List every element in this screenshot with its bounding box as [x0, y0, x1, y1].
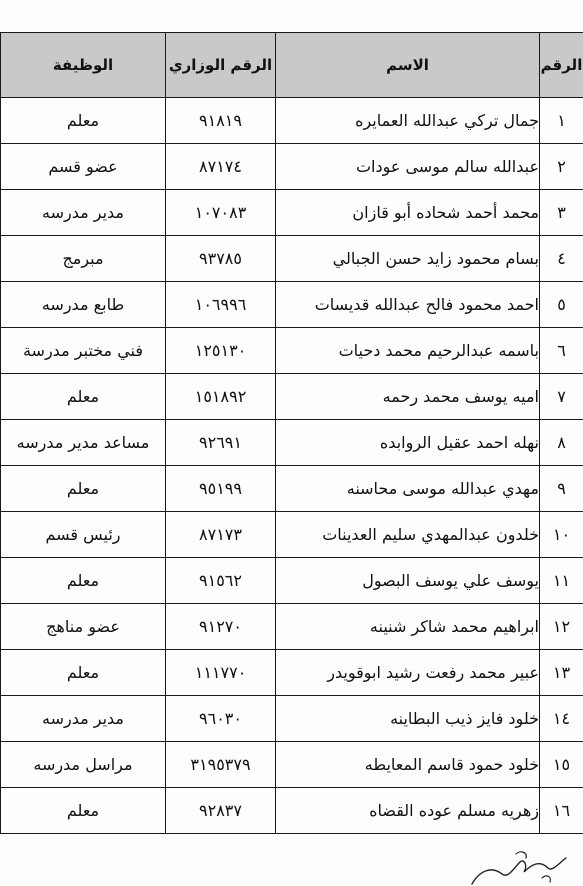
- table-row: [1, 558, 583, 604]
- row-name: خلود فايز ذيب البطاينه: [276, 696, 540, 742]
- row-job: مدير مدرسه: [1, 696, 166, 742]
- row-number: ١١: [540, 558, 583, 604]
- row-name: خلدون عبدالمهدي سليم العدينات: [276, 512, 540, 558]
- row-ministry-id: ١٠٧٠٨٣: [166, 190, 276, 236]
- row-job: معلم: [1, 558, 166, 604]
- row-job: معلم: [1, 788, 166, 834]
- row-number: ١: [540, 98, 583, 144]
- row-number: ١٦: [540, 788, 583, 834]
- row-number: ٤: [540, 236, 583, 282]
- row-number: ٥: [540, 282, 583, 328]
- header-number: الرقم: [540, 33, 583, 98]
- table-row: [1, 696, 583, 742]
- row-name: نهله احمد عقيل الروابده: [276, 420, 540, 466]
- row-name: مهدي عبدالله موسى محاسنه: [276, 466, 540, 512]
- table-row: [1, 466, 583, 512]
- row-number: ٧: [540, 374, 583, 420]
- row-number: ٩: [540, 466, 583, 512]
- row-name: جمال تركي عبدالله العمايره: [276, 98, 540, 144]
- row-ministry-id: ٩٢٨٣٧: [166, 788, 276, 834]
- row-ministry-id: ٩٦٠٣٠: [166, 696, 276, 742]
- row-name: عبير محمد رفعت رشيد ابوقويدر: [276, 650, 540, 696]
- row-ministry-id: ٩٢٦٩١: [166, 420, 276, 466]
- row-number: ٦: [540, 328, 583, 374]
- row-ministry-id: ٨٧١٧٤: [166, 144, 276, 190]
- row-ministry-id: ١٠٦٩٩٦: [166, 282, 276, 328]
- row-number: ١٢: [540, 604, 583, 650]
- table-row: [1, 420, 583, 466]
- row-name: اميه يوسف محمد رحمه: [276, 374, 540, 420]
- row-ministry-id: ٨٧١٧٣: [166, 512, 276, 558]
- row-job: مساعد مدير مدرسه: [1, 420, 166, 466]
- row-job: معلم: [1, 650, 166, 696]
- row-ministry-id: ٩١٥٦٢: [166, 558, 276, 604]
- table-row: [1, 328, 583, 374]
- table-header-row: [1, 33, 583, 98]
- staff-table: [0, 32, 583, 834]
- table-row: [1, 98, 583, 144]
- table-row: [1, 512, 583, 558]
- row-ministry-id: ٩٣٧٨٥: [166, 236, 276, 282]
- row-ministry-id: ٣١٩٥٣٧٩: [166, 742, 276, 788]
- header-name: الاسم: [276, 33, 540, 98]
- row-name: زهريه مسلم عوده القضاه: [276, 788, 540, 834]
- header-job: الوظيفة: [1, 33, 166, 98]
- row-ministry-id: ٩٥١٩٩: [166, 466, 276, 512]
- table-row: [1, 190, 583, 236]
- table-row: [1, 144, 583, 190]
- row-name: يوسف علي يوسف البصول: [276, 558, 540, 604]
- row-job: معلم: [1, 98, 166, 144]
- row-name: خلود حمود قاسم المعايطه: [276, 742, 540, 788]
- table-row: [1, 604, 583, 650]
- table-row: [1, 282, 583, 328]
- handwritten-signature: [462, 848, 572, 886]
- row-ministry-id: ١٥١٨٩٢: [166, 374, 276, 420]
- row-ministry-id: ٩١٨١٩: [166, 98, 276, 144]
- row-job: طابع مدرسه: [1, 282, 166, 328]
- row-name: محمد أحمد شحاده أبو قازان: [276, 190, 540, 236]
- table-row: [1, 374, 583, 420]
- table-row: [1, 650, 583, 696]
- row-job: معلم: [1, 466, 166, 512]
- header-ministry-id: الرقم الوزاري: [166, 33, 276, 98]
- row-job: مراسل مدرسه: [1, 742, 166, 788]
- row-number: ١٣: [540, 650, 583, 696]
- row-name: باسمه عبدالرحيم محمد دحيات: [276, 328, 540, 374]
- row-number: ١٤: [540, 696, 583, 742]
- row-ministry-id: ١١١٧٧٠: [166, 650, 276, 696]
- row-ministry-id: ١٢٥١٣٠: [166, 328, 276, 374]
- table-row: [1, 742, 583, 788]
- table-body: [1, 98, 583, 834]
- table-row: [1, 236, 583, 282]
- row-number: ١٥: [540, 742, 583, 788]
- row-number: ٨: [540, 420, 583, 466]
- row-job: مبرمج: [1, 236, 166, 282]
- row-job: رئيس قسم: [1, 512, 166, 558]
- row-number: ١٠: [540, 512, 583, 558]
- table-row: [1, 788, 583, 834]
- row-name: احمد محمود فالح عبدالله قديسات: [276, 282, 540, 328]
- row-job: عضو قسم: [1, 144, 166, 190]
- row-name: عبدالله سالم موسى عودات: [276, 144, 540, 190]
- row-ministry-id: ٩١٢٧٠: [166, 604, 276, 650]
- row-job: فني مختبر مدرسة: [1, 328, 166, 374]
- row-name: بسام محمود زايد حسن الجبالي: [276, 236, 540, 282]
- row-number: ٣: [540, 190, 583, 236]
- row-number: ٢: [540, 144, 583, 190]
- row-job: معلم: [1, 374, 166, 420]
- row-job: عضو مناهج: [1, 604, 166, 650]
- row-job: مدير مدرسه: [1, 190, 166, 236]
- row-name: ابراهيم محمد شاكر شنينه: [276, 604, 540, 650]
